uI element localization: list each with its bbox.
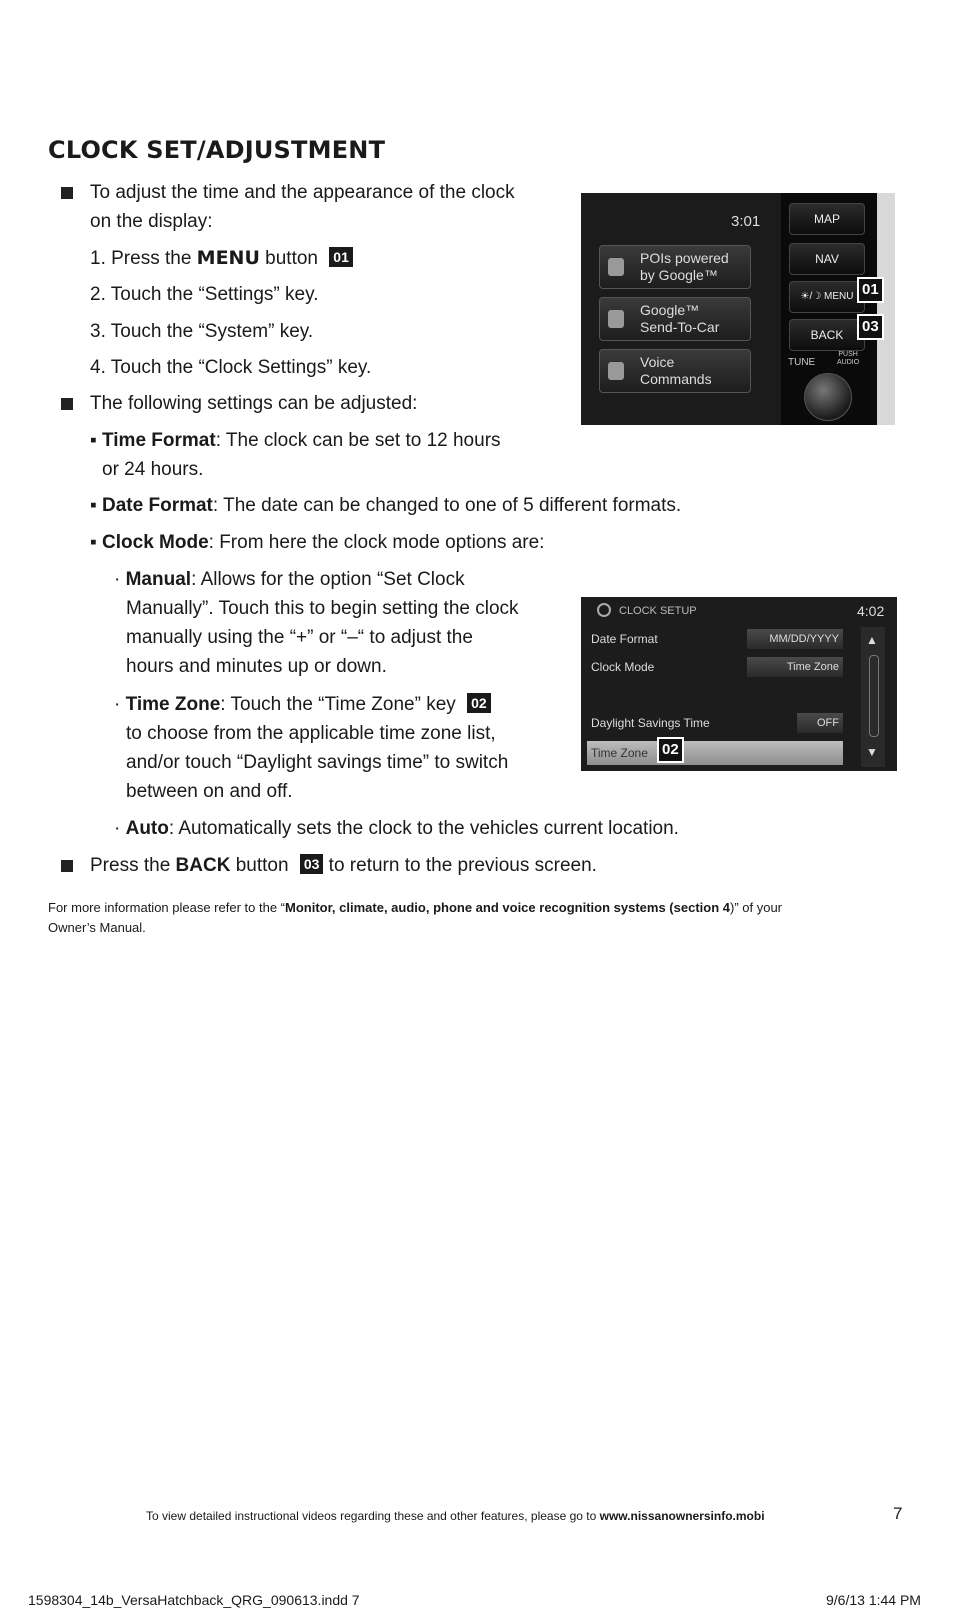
pin-icon (608, 258, 624, 276)
page-footer (146, 1509, 765, 1523)
badge-01-callout: 01 (857, 277, 884, 303)
row-label: Clock Mode (591, 660, 655, 674)
footnote-prefix: For more information please refer to the “ (48, 900, 285, 915)
bullet-square (61, 860, 73, 872)
step-2: 2. Touch the “Settings” key. (90, 284, 319, 305)
clock-setup-header: CLOCK SETUP (619, 605, 697, 617)
poi-line-1: POIs powered (640, 250, 729, 266)
time-format-text-2: or 24 hours. (102, 459, 204, 480)
bezel-edge (877, 193, 895, 425)
date-format-label: Date Format (102, 495, 213, 516)
send-icon (608, 310, 624, 328)
badge-02: 02 (467, 693, 491, 713)
back-suffix: to return to the previous screen. (323, 855, 597, 876)
back-button: BACK (789, 319, 865, 351)
footer-url: www.nissanownersinfo.mobi (599, 1509, 765, 1523)
bullet-square (61, 398, 73, 410)
dot-bullet: · (114, 818, 126, 839)
back-mid: button (230, 855, 289, 876)
date-format-row (587, 627, 843, 651)
time-format-label: Time Format (102, 430, 216, 451)
dot-bullet: · (114, 569, 126, 590)
clock-mode-label: Clock Mode (102, 532, 209, 553)
intro-line-2: on the display: (90, 211, 213, 232)
print-slug-file: 1598304_14b_VersaHatchback_QRG_090613.indd 7 (28, 1592, 360, 1608)
row-value: OFF (797, 713, 843, 733)
date-format-text: : The date can be changed to one of 5 different formats. (212, 495, 682, 516)
clock-mode-row (587, 655, 843, 679)
time-format-text: : The clock can be set to 12 hours (215, 430, 501, 451)
footnote-bold: Monitor, climate, audio, phone and voice recognition systems (section 4 (285, 900, 730, 915)
voice-line-1: Voice (640, 354, 675, 370)
badge-02-callout: 02 (657, 737, 684, 763)
footer-text: To view detailed instructional videos regarding these and other features, please go to (146, 1509, 600, 1523)
mode-manual (114, 565, 465, 594)
manual-text-1: : Allows for the option “Set Clock (191, 569, 465, 590)
step-4: 4. Touch the “Clock Settings” key. (90, 357, 372, 378)
clock-mode-text: : From here the clock mode options are: (208, 532, 545, 553)
print-slug-date: 9/6/13 1:44 PM (826, 1592, 921, 1608)
row-label: Time Zone (591, 746, 648, 760)
setting-time-format (90, 426, 501, 455)
row-label: Daylight Savings Time (591, 716, 710, 730)
display-time: 3:01 (731, 213, 761, 230)
time-zone-text-3: and/or touch “Daylight savings time” to switch (126, 752, 509, 773)
send-line-1: Google™ (640, 302, 700, 318)
voice-icon (608, 362, 624, 380)
page-number: 7 (893, 1504, 903, 1523)
time-zone-text-1: : Touch the “Time Zone” key (220, 694, 456, 715)
badge-03: 03 (300, 854, 324, 874)
badge-03-callout: 03 (857, 314, 884, 340)
voice-line-2: Commands (640, 371, 712, 387)
mode-time-zone (114, 690, 491, 719)
daylight-savings-row (587, 711, 843, 735)
back-keyword: BACK (175, 855, 231, 876)
footnote-line-2: Owner’s Manual. (48, 920, 146, 935)
time-zone-text-4: between on and off. (126, 781, 293, 802)
step-1 (90, 244, 353, 273)
setting-date-format (90, 491, 681, 520)
setup-time: 4:02 (857, 603, 885, 619)
small-bullet: ▪ (90, 532, 103, 553)
row-value: MM/DD/YYYY (747, 629, 843, 649)
poi-line-2: by Google™ (640, 267, 718, 283)
manual-label: Manual (125, 569, 192, 590)
send-line-2: Send-To-Car (640, 319, 720, 335)
dot-bullet: · (114, 694, 126, 715)
auto-text: : Automatically sets the clock to the vehicles current location. (168, 818, 679, 839)
nav-button: NAV (789, 243, 865, 275)
intro-line-1: To adjust the time and the appearance of the clock (90, 182, 515, 203)
step-1-prefix: 1. Press the (90, 248, 197, 269)
scroll-track (869, 655, 879, 737)
setting-clock-mode (90, 528, 544, 557)
send-to-car-item (599, 297, 751, 341)
back-instruction (90, 851, 597, 880)
footnote-suffix: )” of your (729, 900, 782, 915)
map-button: MAP (789, 203, 865, 235)
time-zone-text-2: to choose from the applicable time zone list, (126, 723, 496, 744)
scroll-down-icon: ▼ (866, 745, 878, 759)
head-unit-photo (581, 193, 895, 425)
manual-text-2: Manually”. Touch this to begin setting the clock (126, 598, 519, 619)
brightness-icon: ☀/☽ (800, 291, 822, 302)
time-zone-label: Time Zone (125, 694, 221, 715)
back-prefix: Press the (90, 855, 176, 876)
menu-keyword: MENU (196, 247, 260, 269)
badge-01: 01 (329, 247, 353, 267)
tune-label: TUNE (788, 357, 816, 368)
page-title: CLOCK SET/ADJUSTMENT (48, 136, 386, 164)
row-label: Date Format (591, 632, 658, 646)
manual-text-3: manually using the “+” or “–“ to adjust the (126, 627, 473, 648)
clock-icon (597, 603, 611, 617)
tune-knob (804, 373, 852, 421)
manual-text-4: hours and minutes up or down. (126, 656, 387, 677)
push-audio-label: PUSH AUDIO (837, 351, 860, 366)
footnote (48, 898, 918, 938)
scrollbar (861, 627, 885, 767)
small-bullet: ▪ (90, 430, 103, 451)
scroll-up-icon: ▲ (866, 633, 878, 647)
voice-commands-item (599, 349, 751, 393)
adjust-intro: The following settings can be adjusted: (90, 393, 418, 414)
small-bullet: ▪ (90, 495, 103, 516)
time-zone-row (587, 741, 843, 765)
row-value: Time Zone (747, 657, 843, 677)
bullet-square (61, 187, 73, 199)
clock-setup-screen (581, 597, 897, 771)
poi-google-item (599, 245, 751, 289)
menu-button (789, 281, 865, 313)
step-3: 3. Touch the “System” key. (90, 321, 314, 342)
auto-label: Auto (125, 818, 169, 839)
menu-label: MENU (824, 291, 854, 302)
step-1-suffix: button (259, 248, 318, 269)
mode-auto (114, 814, 679, 843)
